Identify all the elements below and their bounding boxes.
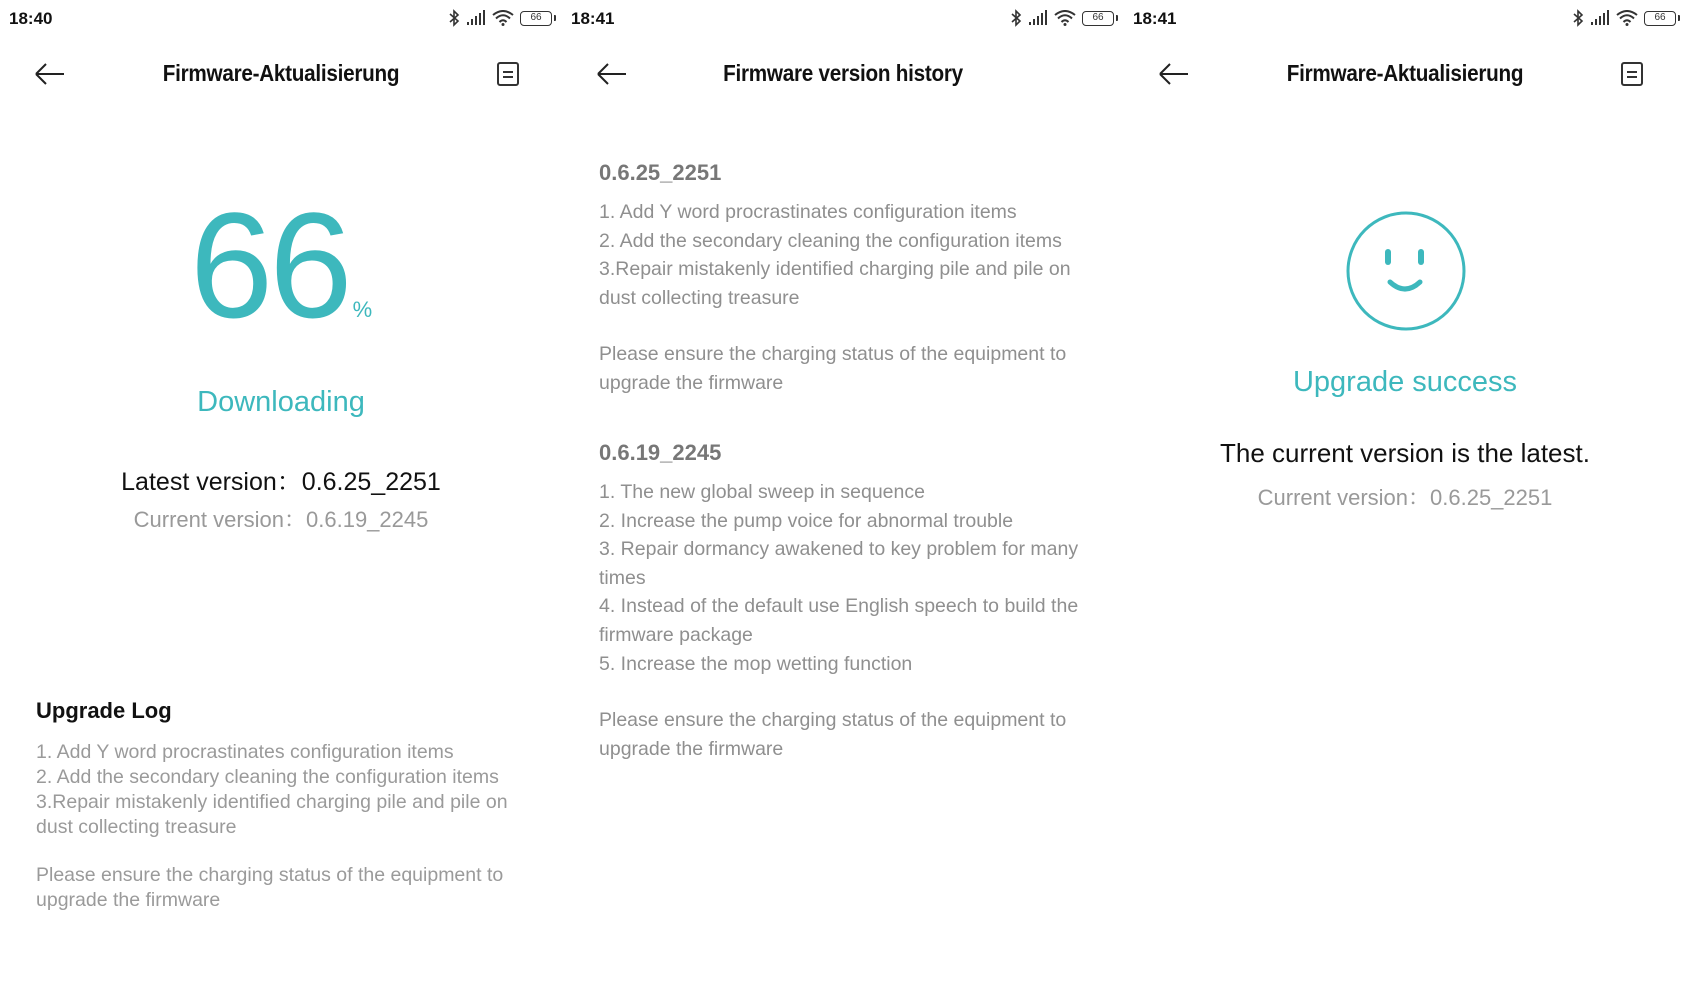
wifi-icon xyxy=(492,10,514,26)
history-line: 2. Add the secondary cleaning the configuration items xyxy=(599,229,1062,252)
smile-face-icon xyxy=(1345,210,1467,332)
history-line: 4. Instead of the default use English speech to build the firmware package xyxy=(599,595,1079,646)
upgrade-log-title: Upgrade Log xyxy=(36,698,172,723)
history-note: Please ensure the charging status of the equipment to upgrade the firmware xyxy=(599,709,1067,760)
status-icons xyxy=(1010,8,1114,28)
battery-icon: 66 xyxy=(1644,11,1676,26)
page-title: Firmware version history xyxy=(723,60,963,86)
upgrade-status: Upgrade success xyxy=(1292,366,1518,398)
firmware-update-screen-success xyxy=(1124,0,1686,1000)
history-line: 1. The new global sweep in sequence xyxy=(599,481,925,503)
wifi-icon xyxy=(1616,10,1638,26)
back-arrow-icon[interactable] xyxy=(1156,56,1192,92)
download-progress xyxy=(0,181,562,349)
firmware-version-history-screen xyxy=(562,0,1124,1000)
status-time: 18:40 xyxy=(9,9,53,28)
status-icons xyxy=(448,8,552,28)
current-version: Current version：0.6.19_2245 xyxy=(133,507,429,532)
history-note: Please ensure the charging status of the equipment to upgrade the firmware xyxy=(599,343,1067,394)
status-bar xyxy=(0,0,562,36)
current-version: Current version：0.6.25_2251 xyxy=(1257,485,1553,510)
status-time: 18:41 xyxy=(571,9,615,28)
progress-unit: % xyxy=(352,297,373,322)
back-arrow-icon[interactable] xyxy=(594,56,630,92)
log-list-icon[interactable] xyxy=(1616,58,1648,90)
status-bar xyxy=(1124,0,1686,36)
bluetooth-icon xyxy=(448,9,460,27)
progress-value: 66 xyxy=(189,181,349,349)
history-entry xyxy=(599,440,1094,763)
status-time: 18:41 xyxy=(1133,9,1177,28)
top-app-bar xyxy=(0,48,562,98)
log-line: 1. Add Y word procrastinates configuration items xyxy=(36,741,454,763)
status-icons xyxy=(1572,8,1676,28)
upgrade-log xyxy=(36,740,534,913)
top-app-bar xyxy=(562,48,1124,98)
history-entry xyxy=(599,160,1094,398)
history-line: 2. Increase the pump voice for abnormal trouble xyxy=(599,509,1014,532)
bluetooth-icon xyxy=(1572,9,1584,27)
firmware-update-screen-downloading xyxy=(0,0,562,1000)
history-line: 1. Add Y word procrastinates configuration items xyxy=(599,201,1017,223)
top-app-bar xyxy=(1124,48,1686,98)
log-line: 3.Repair mistakenly identified charging pile and pile on dust collecting treasure xyxy=(36,791,508,838)
battery-icon: 66 xyxy=(520,11,552,26)
history-line: 3. Repair dormancy awakened to key problem for many times xyxy=(599,538,1079,589)
log-note: Please ensure the charging status of the equipment to upgrade the firmware xyxy=(36,864,504,911)
history-version: 0.6.25_2251 xyxy=(599,160,722,185)
history-line: 3.Repair mistakenly identified charging pile and pile on dust collecting treasure xyxy=(599,258,1071,309)
latest-message: The current version is the latest. xyxy=(1220,438,1590,468)
signal-icon xyxy=(1590,10,1610,26)
bluetooth-icon xyxy=(1010,9,1022,27)
page-title: Firmware-Aktualisierung xyxy=(1286,60,1524,86)
back-arrow-icon[interactable] xyxy=(32,56,68,92)
wifi-icon xyxy=(1054,10,1076,26)
download-status: Downloading xyxy=(197,386,365,418)
history-line: 5. Increase the mop wetting function xyxy=(599,652,913,675)
battery-icon: 66 xyxy=(1082,11,1114,26)
log-line: 2. Add the secondary cleaning the configuration items xyxy=(36,766,499,788)
history-version: 0.6.19_2245 xyxy=(599,440,722,465)
signal-icon xyxy=(1028,10,1048,26)
latest-version: Latest version：0.6.25_2251 xyxy=(121,468,441,496)
status-bar xyxy=(562,0,1124,36)
signal-icon xyxy=(466,10,486,26)
log-list-icon[interactable] xyxy=(492,58,524,90)
page-title: Firmware-Aktualisierung xyxy=(162,60,400,86)
